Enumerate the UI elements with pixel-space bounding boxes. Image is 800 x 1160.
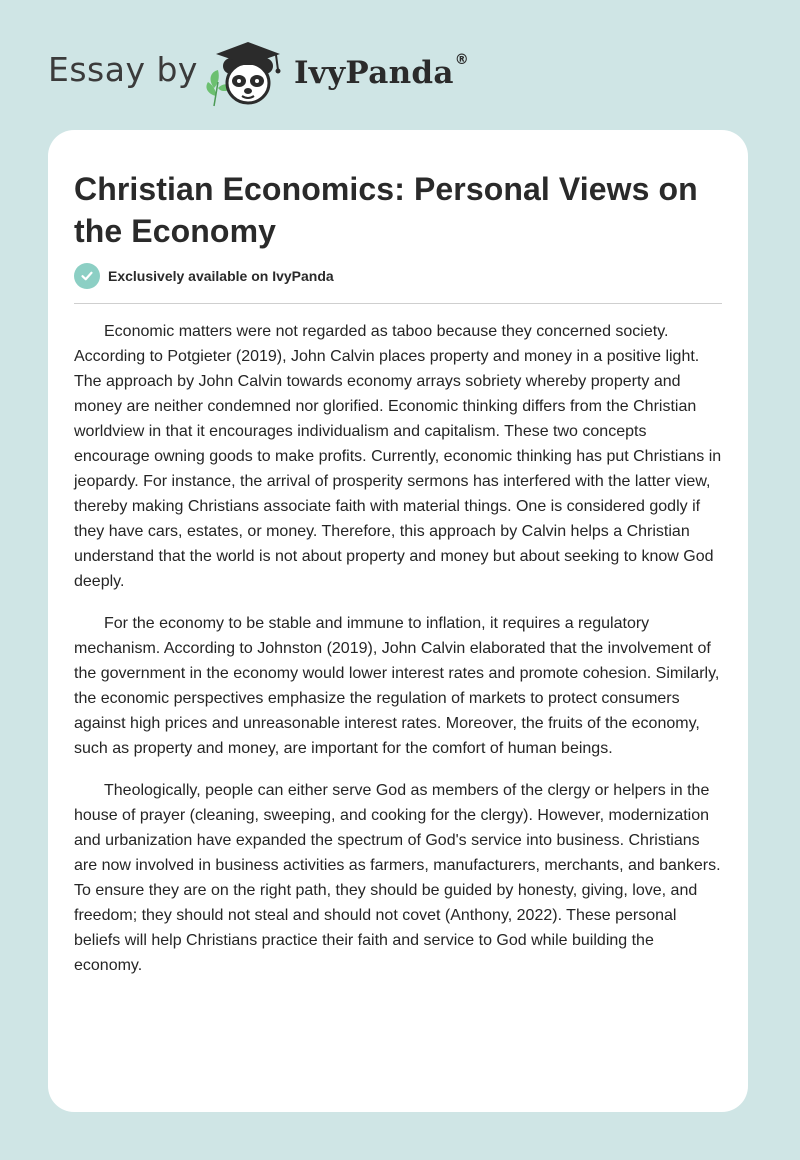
panda-graduate-icon[interactable] [200, 36, 292, 112]
paragraph: Economic matters were not regarded as taboo because they concerned society. According to Potgieter (2019), John Calvin places property and money in a positive light. The approach by John Calvin towards economy arrays sobriety whereby property and money are neither condemned nor glorified. Economic thinking differs from the Christian worldview in that it encourages individualism and capitalism. These two concepts encourage owning goods to make profits. Currently, economic thinking has put Christians in jeopardy. For instance, the arrival of prosperity sermons has interfered with the latter view, thereby making Christians associate faith with material things. One is considered godly if they have cars, estates, or money. Therefore, this approach by Calvin helps a Christian understand that the world is not about property and money but about seeking to know God deeply. [74, 323, 722, 590]
essay-body [74, 319, 724, 995]
divider [74, 303, 722, 304]
essay-by-label: Essay by [48, 50, 198, 89]
check-circle-icon [74, 263, 100, 289]
exclusive-label: Exclusively available on IvyPanda [108, 268, 334, 284]
brand-name: IvyPanda [294, 55, 454, 91]
brand-logo-text[interactable] [294, 51, 470, 91]
trademark-symbol: ® [454, 51, 470, 68]
essay-card [48, 130, 748, 1112]
essay-title: Christian Economics: Personal Views on the Economy [74, 171, 698, 249]
site-header [0, 0, 800, 120]
paragraph: For the economy to be stable and immune to inflation, it requires a regulatory mechanism. According to Johnston (2019), John Calvin elaborated that the involvement of the government in the economy would lower interest rates and promote cohesion. Similarly, the economic perspectives emphasize the regulation of markets to protect consumers against high prices and unreasonable interest rates. Moreover, the fruits of the economy, such as property and money, are important for the comfort of human beings. [74, 615, 720, 757]
exclusive-badge [74, 263, 334, 289]
paragraph: Theologically, people can either serve God as members of the clergy or helpers in the house of prayer (cleaning, sweeping, and cooking for the clergy). However, modernization and urbanization have expanded the spectrum of God's service into business. Christians are now involved in business activities as farmers, manufacturers, merchants, and bankers. To ensure they are on the right path, they should be guided by honesty, giving, love, and freedom; they should not steal and should not covet (Anthony, 2022). These personal beliefs will help Christians practice their faith and service to God while building the economy. [74, 782, 721, 974]
